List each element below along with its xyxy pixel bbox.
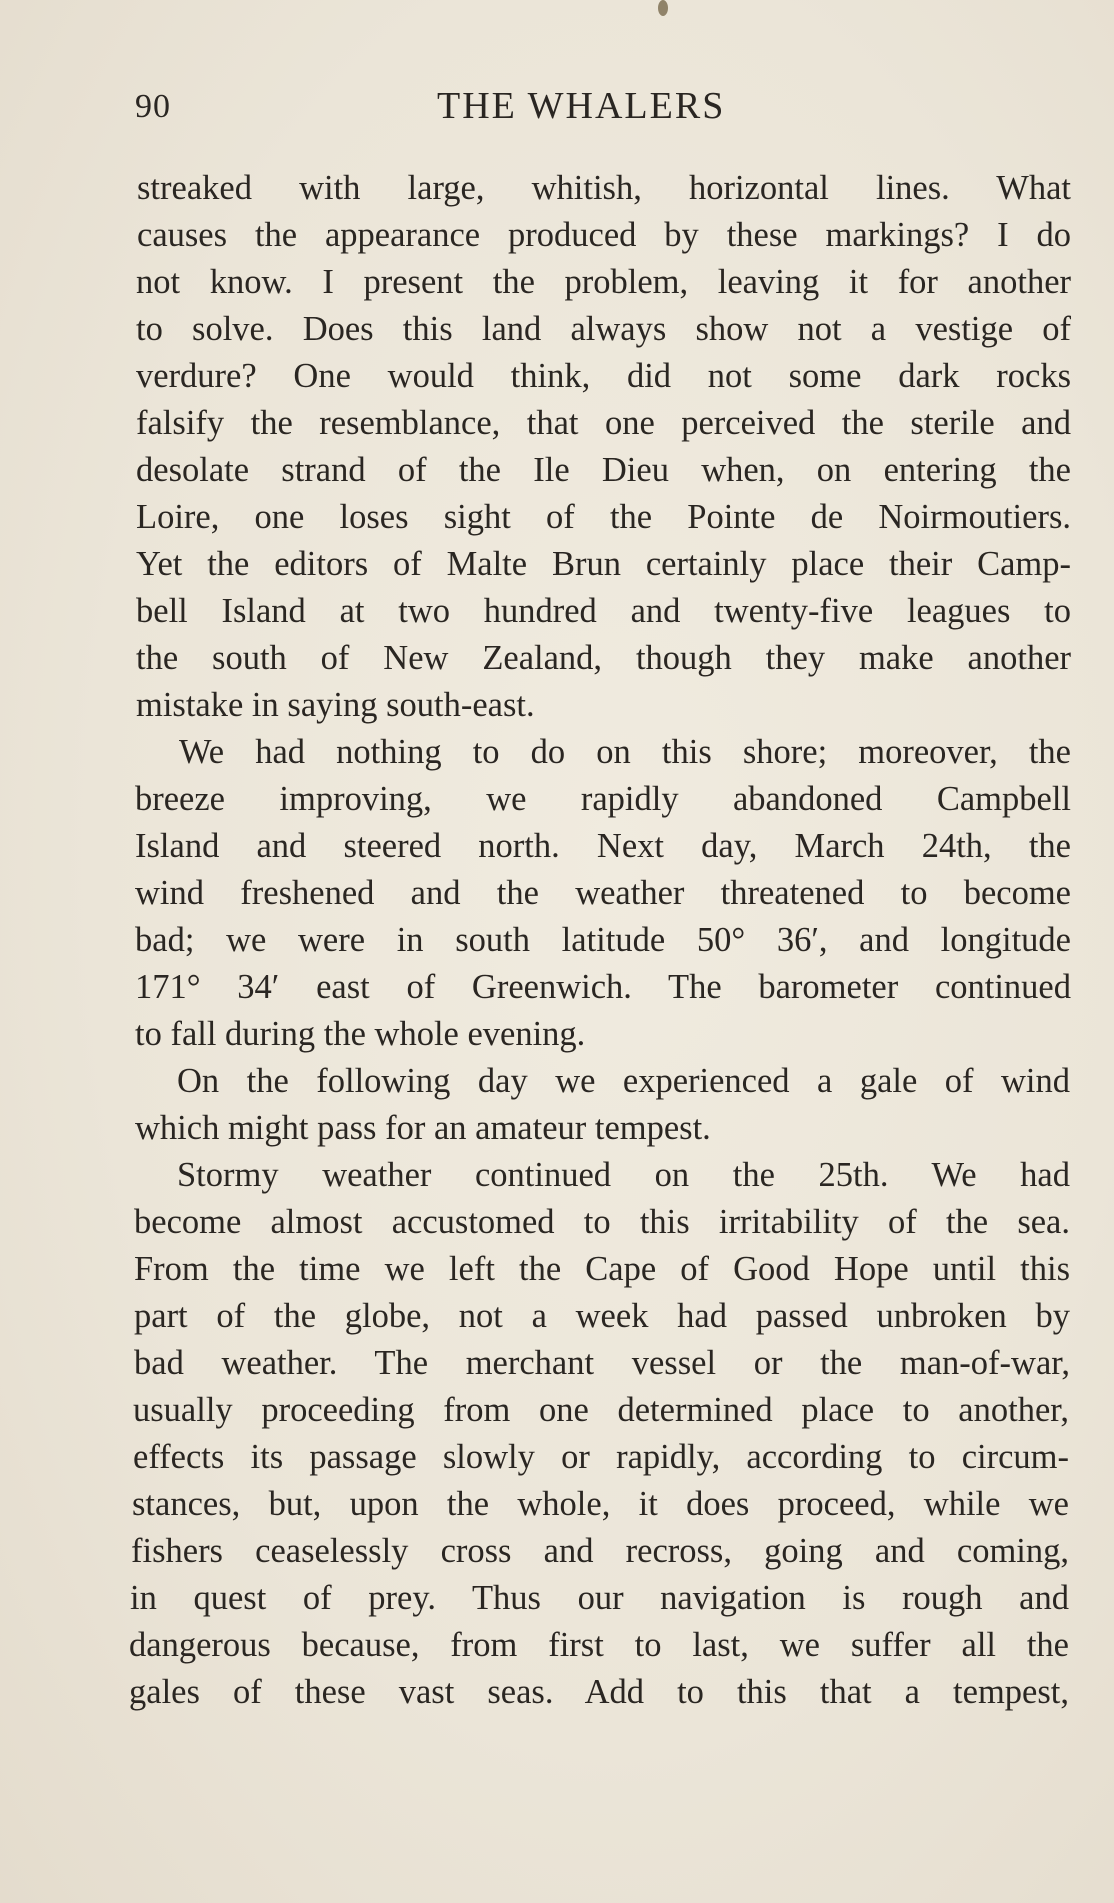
text-line: dangerous because, from first to last, we suffer all the xyxy=(129,1626,1069,1664)
text-line: effects its passage slowly or rapidly, according to circum- xyxy=(133,1438,1069,1476)
text-line: Stormy weather continued on the 25th. We had xyxy=(177,1156,1070,1194)
text-line: streaked with large, whitish, horizontal lines. What xyxy=(137,169,1071,207)
text-line: On the following day we experienced a gale of wind xyxy=(177,1062,1070,1100)
page-number: 90 xyxy=(135,88,171,125)
text-line: desolate strand of the Ile Dieu when, on entering the xyxy=(136,451,1071,489)
text-line: become almost accustomed to this irritability of the sea. xyxy=(134,1203,1070,1241)
text-line: usually proceeding from one determined place to another, xyxy=(133,1391,1069,1429)
text-line: bell Island at two hundred and twenty-five leagues to xyxy=(136,592,1071,630)
text-line: gales of these vast seas. Add to this that a tempest, xyxy=(129,1673,1069,1711)
text-line: not know. I present the problem, leaving it for another xyxy=(136,263,1071,301)
text-line: to fall during the whole evening. xyxy=(135,1015,586,1053)
text-line: verdure? One would think, did not some dark rocks xyxy=(136,357,1071,395)
text-line: Yet the editors of Malte Brun certainly place their Camp- xyxy=(136,545,1071,583)
text-line: 171° 34′ east of Greenwich. The barometer continued xyxy=(135,968,1071,1006)
text-line: stances, but, upon the whole, it does proceed, while we xyxy=(132,1485,1069,1523)
text-line: fishers ceaselessly cross and recross, going and coming, xyxy=(131,1532,1069,1570)
ink-smudge xyxy=(658,0,668,16)
running-head xyxy=(135,84,1075,144)
text-line: bad weather. The merchant vessel or the man-of-war, xyxy=(134,1344,1070,1382)
text-line: Loire, one loses sight of the Pointe de Noirmoutiers. xyxy=(136,498,1071,536)
text-line: From the time we left the Cape of Good Hope until this xyxy=(134,1250,1070,1288)
text-line: breeze improving, we rapidly abandoned Campbell xyxy=(135,780,1071,818)
text-line: bad; we were in south latitude 50° 36′, and longitude xyxy=(135,921,1071,959)
text-line: wind freshened and the weather threatened to become xyxy=(135,874,1071,912)
text-line: which might pass for an amateur tempest. xyxy=(135,1109,711,1147)
text-line: to solve. Does this land always show not a vestige of xyxy=(136,310,1071,348)
text-line: Island and steered north. Next day, March 24th, the xyxy=(135,827,1071,865)
running-title: THE WHALERS xyxy=(437,85,726,127)
text-line: mistake in saying south-east. xyxy=(136,686,535,724)
text-line: falsify the resemblance, that one perceived the sterile and xyxy=(136,404,1071,442)
text-line: in quest of prey. Thus our navigation is rough and xyxy=(130,1579,1069,1617)
text-line: causes the appearance produced by these markings? I do xyxy=(137,216,1071,254)
text-line: the south of New Zealand, though they make another xyxy=(136,639,1071,677)
text-line: We had nothing to do on this shore; moreover, the xyxy=(179,733,1071,771)
text-line: part of the globe, not a week had passed unbroken by xyxy=(134,1297,1070,1335)
